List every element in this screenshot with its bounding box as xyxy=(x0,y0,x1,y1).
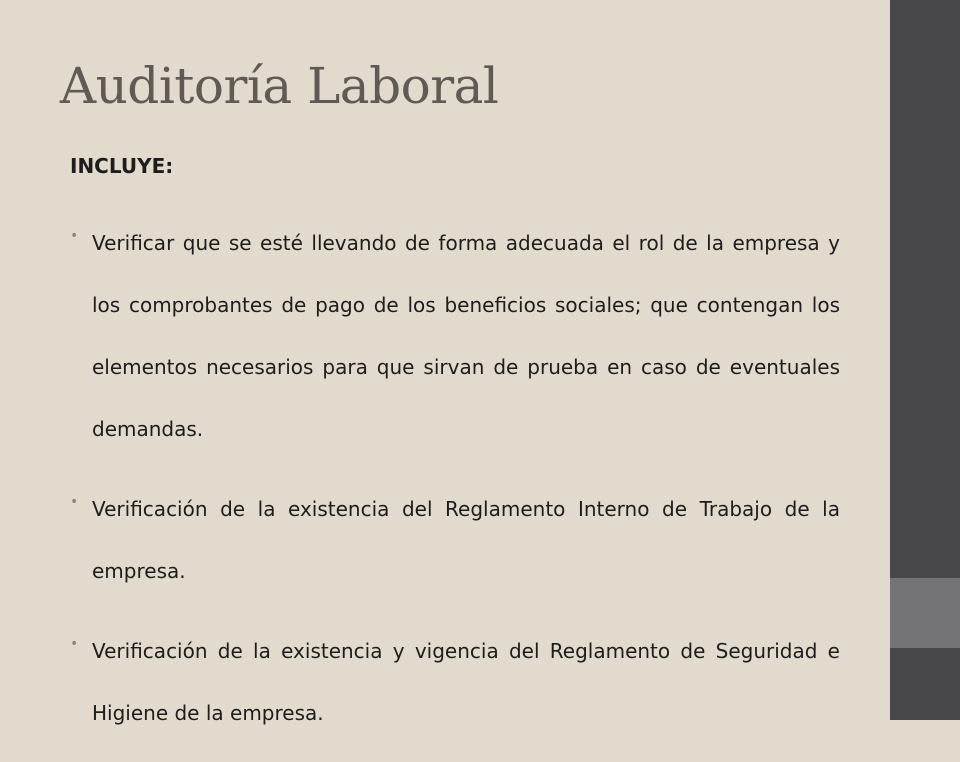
bullet-item xyxy=(70,620,840,744)
bullet-icon: • xyxy=(70,636,79,652)
sidebar-dark-bottom xyxy=(890,648,960,720)
bullet-text: Verificar que se esté llevando de forma adecuada el rol de la empresa y los comprobantes de pago de los beneficios sociales; que contengan los elementos necesarios para que sirvan de prueba en caso de eventuales demandas. xyxy=(92,231,840,441)
bullet-icon: • xyxy=(70,228,79,244)
sidebar-accent-block xyxy=(890,578,960,648)
bullet-icon: • xyxy=(70,494,79,510)
sidebar-dark-top xyxy=(890,0,960,578)
bullet-item xyxy=(70,478,840,602)
bullet-text: Verificación de la existencia del Reglamento Interno de Trabajo de la empresa. xyxy=(92,497,840,583)
slide-title: Auditoría Laboral xyxy=(60,57,499,115)
bullet-list xyxy=(70,212,840,762)
bullet-text: Verificación de la existencia y vigencia del Reglamento de Seguridad e Higiene de la empresa. xyxy=(92,639,840,725)
bullet-item xyxy=(70,212,840,460)
slide-subtitle: INCLUYE: xyxy=(70,154,174,178)
